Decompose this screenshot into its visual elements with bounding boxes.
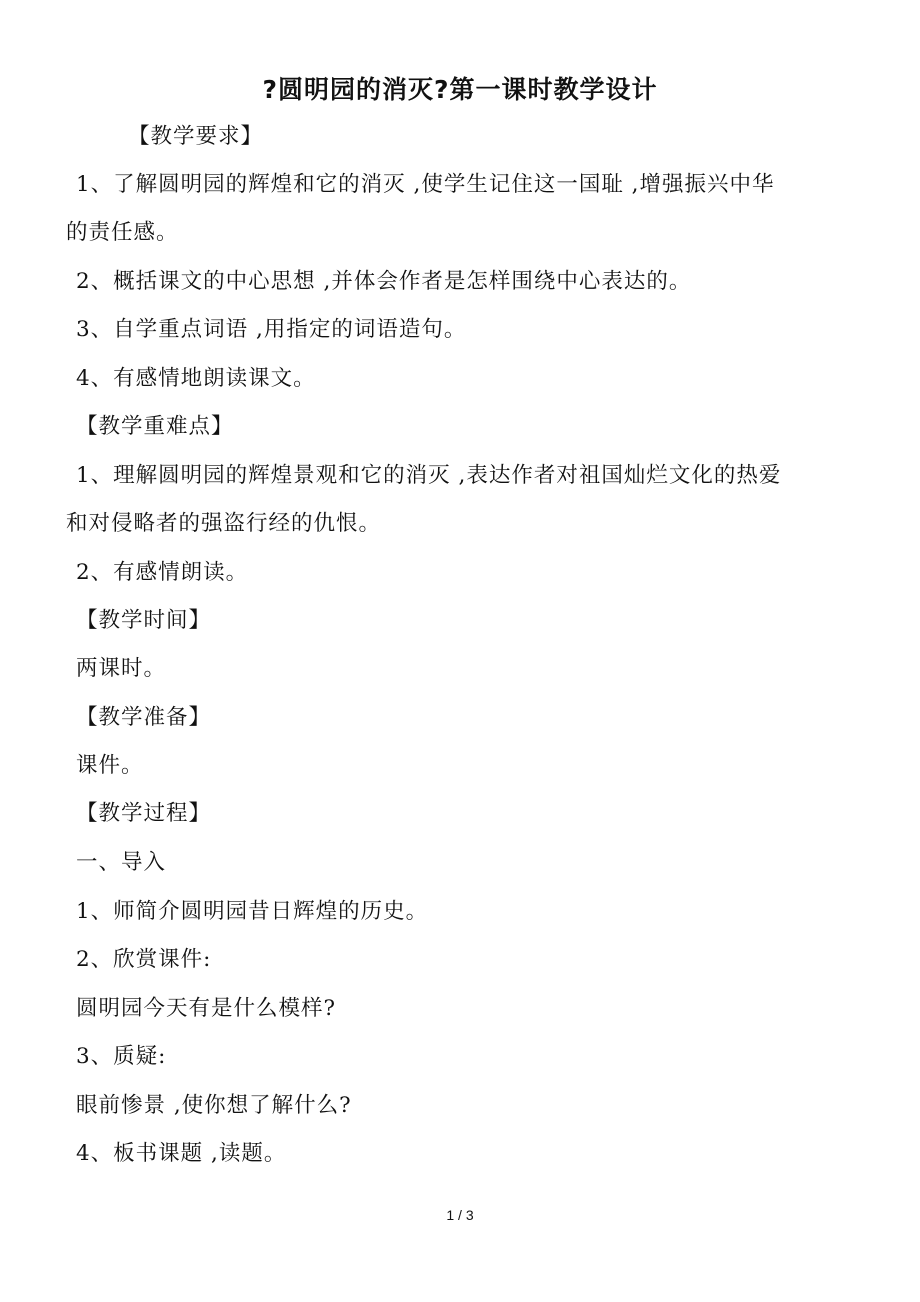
process-item-4: 4、板书课题 ,读题。 [76, 1141, 287, 1166]
process-item-3-detail: 眼前惨景 ,使你想了解什么? [76, 1093, 352, 1118]
page-number: 1 / 3 [446, 1207, 474, 1223]
document-title: ?圆明园的消灭?第一课时教学设计 [262, 75, 658, 104]
time-text: 两课时。 [76, 656, 167, 681]
section-heading-key-points: 【教学重难点】 [76, 414, 234, 439]
process-item-2-detail: 圆明园今天有是什么模样? [76, 996, 337, 1021]
section-heading-requirements: 【教学要求】 [128, 124, 264, 149]
requirement-item-3: 3、自学重点词语 ,用指定的词语造句。 [76, 317, 467, 342]
key-point-item-1: 1、理解圆明园的辉煌景观和它的消灭 ,表达作者对祖国灿烂文化的热爱 [76, 463, 782, 488]
process-item-1: 1、师简介圆明园昔日辉煌的历史。 [76, 899, 429, 924]
requirement-item-4: 4、有感情地朗读课文。 [76, 366, 316, 391]
process-item-2: 2、欣赏课件: [76, 947, 212, 972]
requirement-item-2: 2、概括课文的中心思想 ,并体会作者是怎样围绕中心表达的。 [76, 269, 692, 294]
section-heading-process: 【教学过程】 [76, 801, 212, 826]
section-heading-preparation: 【教学准备】 [76, 705, 212, 730]
preparation-text: 课件。 [76, 753, 144, 778]
process-step-intro: 一、导入 [76, 850, 167, 875]
requirement-item-1: 1、了解圆明园的辉煌和它的消灭 ,使学生记住这一国耻 ,增强振兴中华 [76, 172, 775, 197]
key-point-item-1-continued: 和对侵略者的强盗行经的仇恨。 [66, 511, 382, 536]
requirement-item-1-continued: 的责任感。 [66, 220, 179, 245]
key-point-item-2: 2、有感情朗读。 [76, 560, 249, 585]
process-item-3: 3、质疑: [76, 1044, 167, 1069]
section-heading-time: 【教学时间】 [76, 608, 212, 633]
